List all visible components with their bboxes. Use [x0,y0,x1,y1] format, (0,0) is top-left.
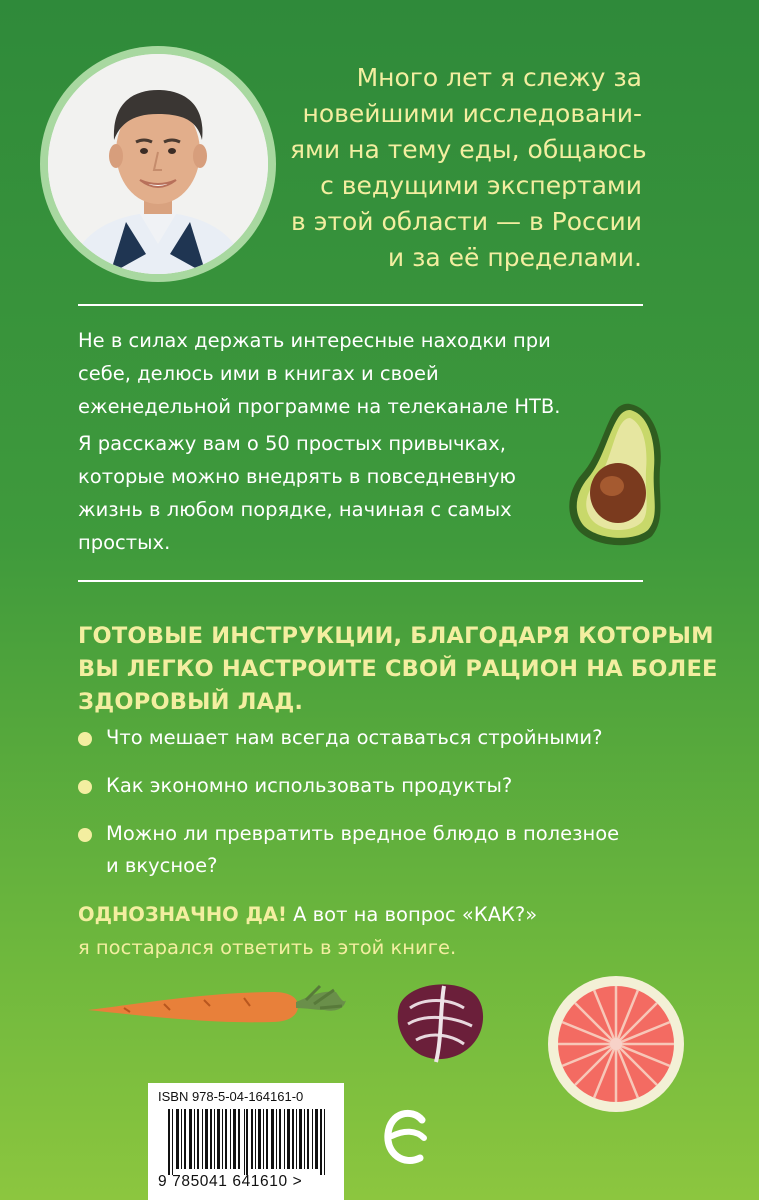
bullet-text: Можно ли превратить вредное блюдо в полезное [106,822,620,845]
answer-line-2: я постарался ответить в этой книге. [78,936,457,959]
paragraph-tv [78,324,561,423]
bullet-item [78,818,619,882]
barcode-icon [168,1109,328,1175]
carrot-illustration [84,976,350,1036]
quote-line: Много лет я слежу за [356,63,642,92]
intro-quote [290,60,647,276]
answer-line-1 [78,898,537,931]
headline-line: ГОТОВЫЕ ИНСТРУКЦИИ, БЛАГОДАРЯ КОТОРЫМ [78,623,714,649]
bullet-item [78,722,619,754]
author-portrait-illustration [48,54,268,274]
answer-text: А вот на вопрос «КАК?» [286,903,538,926]
bullet-dot-icon [78,828,92,842]
divider-top [78,304,643,306]
paragraph-line: простых. [78,531,171,554]
paragraph-habits [78,427,516,559]
radicchio-illustration [390,978,490,1068]
grapefruit-illustration [546,974,686,1114]
author-photo [48,54,268,274]
bullet-item [78,770,619,802]
headline-line: ВЫ ЛЕГКО НАСТРОИТЕ СВОЙ РАЦИОН НА БОЛЕЕ [78,656,718,682]
bullet-dot-icon [78,780,92,794]
barcode-digits: 9 785041 641610 > [158,1173,303,1190]
author-photo-frame [40,46,276,282]
bullet-text: и вкусное? [106,854,218,877]
paragraph-line: Я расскажу вам о 50 простых привычках, [78,432,506,455]
answer-block [78,898,537,964]
divider-middle [78,580,643,582]
isbn-text: ISBN 978-5-04-164161-0 [158,1089,304,1104]
quote-line: новейшими исследовани- [302,99,642,128]
barcode-panel [148,1083,344,1200]
quote-line: в этой области — в России [291,207,642,236]
answer-highlight: ОДНОЗНАЧНО ДА! [78,903,287,926]
bullet-text: Что мешает нам всегда оставаться стройными? [106,726,603,749]
paragraph-line: еженедельной программе на телеканале НТВ. [78,395,561,418]
quote-line: ями на тему еды, общаюсь [290,135,647,164]
paragraph-line: себе, делюсь ими в книгах и своей [78,362,439,385]
paragraph-line: Не в силах держать интересные находки при [78,329,551,352]
paragraph-line: жизнь в любом порядке, начиная с самых [78,498,512,521]
avocado-illustration [560,398,672,548]
quote-line: и за её пределами. [387,243,642,272]
headline [78,620,718,719]
bullet-list [78,722,619,898]
headline-line: ЗДОРОВЫЙ ЛАД. [78,689,304,715]
bullet-text: Как экономно использовать продукты? [106,774,513,797]
quote-line: с ведущими экспертами [320,171,642,200]
publisher-logo-icon [382,1106,430,1170]
paragraph-line: которые можно внедрять в повседневную [78,465,516,488]
bullet-dot-icon [78,732,92,746]
